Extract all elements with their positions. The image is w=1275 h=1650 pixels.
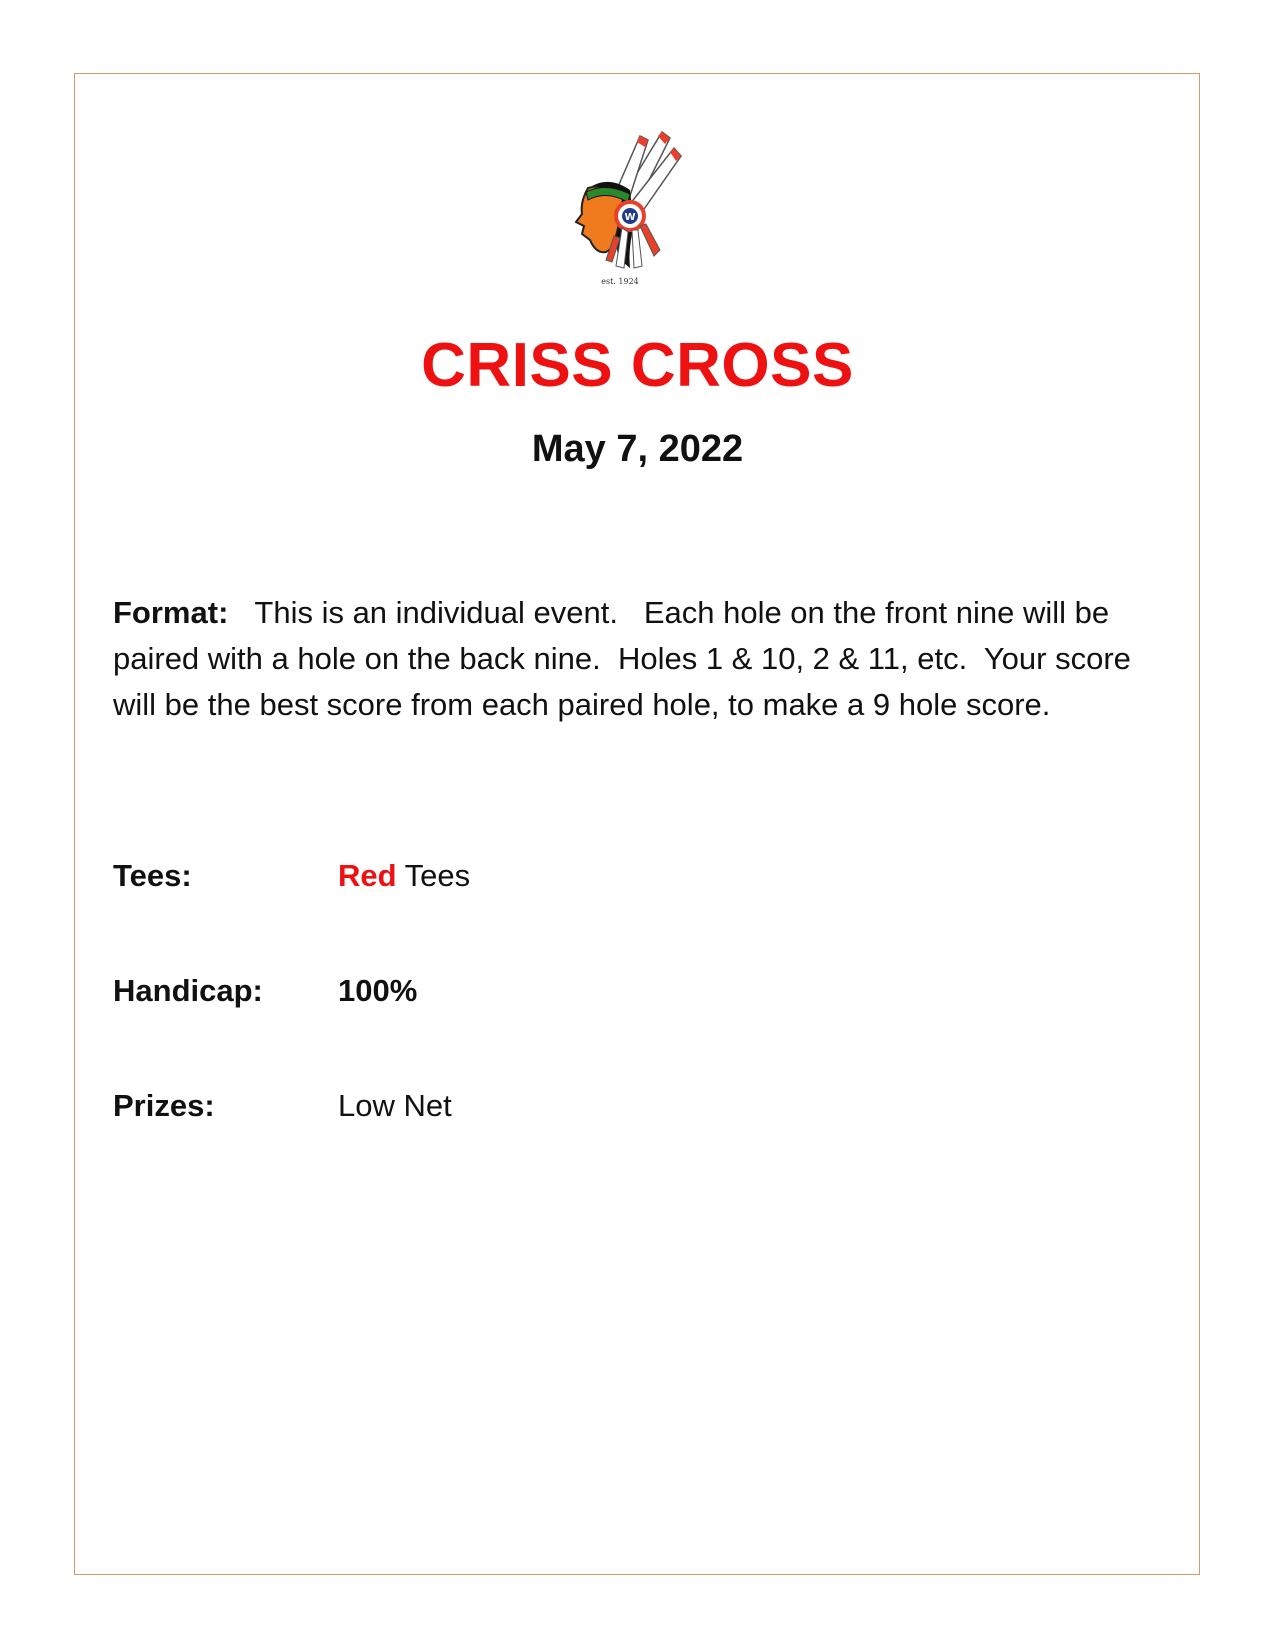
handicap-value: 100% — [338, 973, 418, 1008]
page-border — [74, 73, 1200, 1575]
handicap-label: Handicap: — [113, 973, 263, 1008]
event-date: May 7, 2022 — [531, 428, 744, 470]
event-title: CRISS CROSS — [421, 331, 854, 400]
prizes-label: Prizes: — [113, 1088, 215, 1123]
tees-value — [338, 856, 470, 896]
tees-value-rest: Tees — [396, 858, 471, 893]
chief-head-logo-icon — [570, 128, 700, 288]
format-label: Format: — [113, 595, 229, 630]
svg-text:W: W — [624, 212, 636, 223]
format-text: This is an individual event. Each hole on the front nine will be paired with a hole on the back nine. Holes 1 & 10, 2 & 11, etc. Your score will be the best score from each paired hole, to make a 9 hole score. — [113, 595, 1140, 722]
tees-color-highlight: Red — [338, 858, 397, 893]
prizes-value: Low Net — [338, 1088, 452, 1123]
svg-text:est. 1924: est. 1924 — [601, 277, 639, 286]
tees-label: Tees: — [113, 858, 192, 893]
format-section — [113, 590, 1173, 728]
